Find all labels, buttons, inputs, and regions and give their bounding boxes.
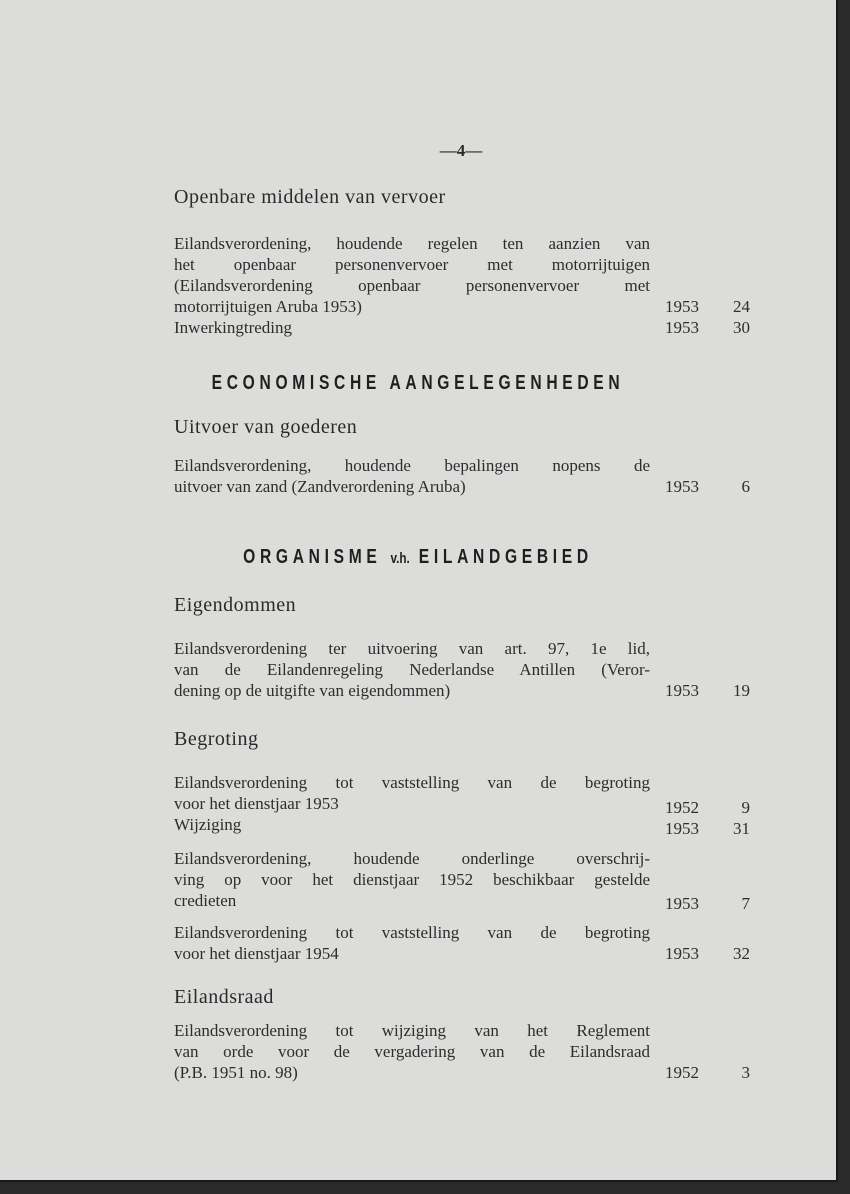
entry-text-line: Inwerkingtreding: [174, 318, 293, 337]
entry-text-line: Eilandsverordening ter uitvoering van art. 97, 1e lid,: [174, 639, 650, 658]
entry-text-line: voor het dienstjaar 1953: [174, 794, 339, 813]
entry-year: 1952: [665, 798, 699, 817]
entry-year: 1952: [665, 1063, 699, 1082]
entry-text-line: uitvoer van zand (Zandverordening Aruba): [174, 477, 466, 496]
page-number: —4—: [439, 141, 483, 160]
entry-text-line: Eilandsverordening, houdende bepalingen nopens de: [174, 456, 650, 475]
entry-text-line: Eilandsverordening tot vaststelling van de begroting: [174, 923, 650, 942]
entry-number: 6: [741, 477, 750, 496]
entry-openbaar-personenvervoer: [174, 233, 754, 338]
entry-number: 9: [741, 798, 750, 817]
entry-text-line: Wijziging: [174, 815, 242, 834]
subheading-openbare-middelen: Openbare middelen van vervoer: [174, 186, 446, 208]
heading-part: ORGANISME: [243, 546, 382, 568]
entry-number: 3: [741, 1063, 750, 1082]
entry-year: 1953: [665, 318, 699, 337]
entry-text-line: van orde voor de vergadering van de Eilandsraad: [174, 1042, 650, 1061]
entry-year: 1953: [665, 681, 699, 700]
subheading-begroting: Begroting: [174, 728, 259, 750]
entry-text-line: Eilandsverordening, houdende onderlinge overschrij-: [174, 849, 650, 868]
entry-number: 31: [733, 819, 750, 838]
entry-text-line: Eilandsverordening, houdende regelen ten aanzien van: [174, 234, 650, 253]
entry-text-line: Eilandsverordening tot wijziging van het Reglement: [174, 1021, 650, 1040]
entry-year: 1953: [665, 894, 699, 913]
entry-uitgifte-eigendommen: [174, 638, 754, 701]
entry-zandverordening: [174, 455, 754, 497]
entry-text-line: Eilandsverordening tot vaststelling van de begroting: [174, 773, 650, 792]
subheading-eigendommen: Eigendommen: [174, 594, 297, 616]
entry-text-line: voor het dienstjaar 1954: [174, 944, 339, 963]
entry-number: 7: [741, 894, 750, 913]
entry-text-line: (Eilandsverordening openbaar personenvervoer met: [174, 276, 650, 295]
heading-part: EILANDGEBIED: [418, 546, 593, 568]
entry-begroting-1954: [174, 922, 754, 964]
entry-text-line: credieten: [174, 891, 237, 910]
entry-year: 1953: [665, 297, 699, 316]
entry-text-line: van de Eilandenregeling Nederlandse Antillen (Veror-: [174, 660, 650, 679]
entry-text-line: ving op voor het dienstjaar 1952 beschikbaar gestelde: [174, 870, 650, 889]
entry-number: 30: [733, 318, 750, 337]
entry-text-line: het openbaar personenvervoer met motorrijtuigen: [174, 255, 650, 274]
entry-year: 1953: [665, 819, 699, 838]
heading-organisme-eilandgebied: [92, 546, 744, 569]
entry-year: 1953: [665, 477, 699, 496]
subheading-eilandsraad: Eilandsraad: [174, 986, 274, 1008]
entry-number: 19: [733, 681, 750, 700]
entry-number: 24: [733, 297, 750, 316]
entry-number: 32: [733, 944, 750, 963]
entry-year: 1953: [665, 944, 699, 963]
entry-reglement-van-orde: [174, 1020, 754, 1083]
heading-part: v.h.: [390, 550, 410, 567]
entry-text-line: dening op de uitgifte van eigendommen): [174, 681, 451, 700]
entry-text-line: (P.B. 1951 no. 98): [174, 1063, 298, 1082]
entry-begroting-1953: [174, 772, 754, 838]
subheading-uitvoer-van-goederen: Uitvoer van goederen: [174, 416, 358, 438]
entry-overschrijving: [174, 848, 754, 911]
entry-text-line: motorrijtuigen Aruba 1953): [174, 297, 362, 316]
heading-economische-aangelegenheden: ECONOMISCHE AANGELEGENHEDEN: [211, 372, 625, 394]
